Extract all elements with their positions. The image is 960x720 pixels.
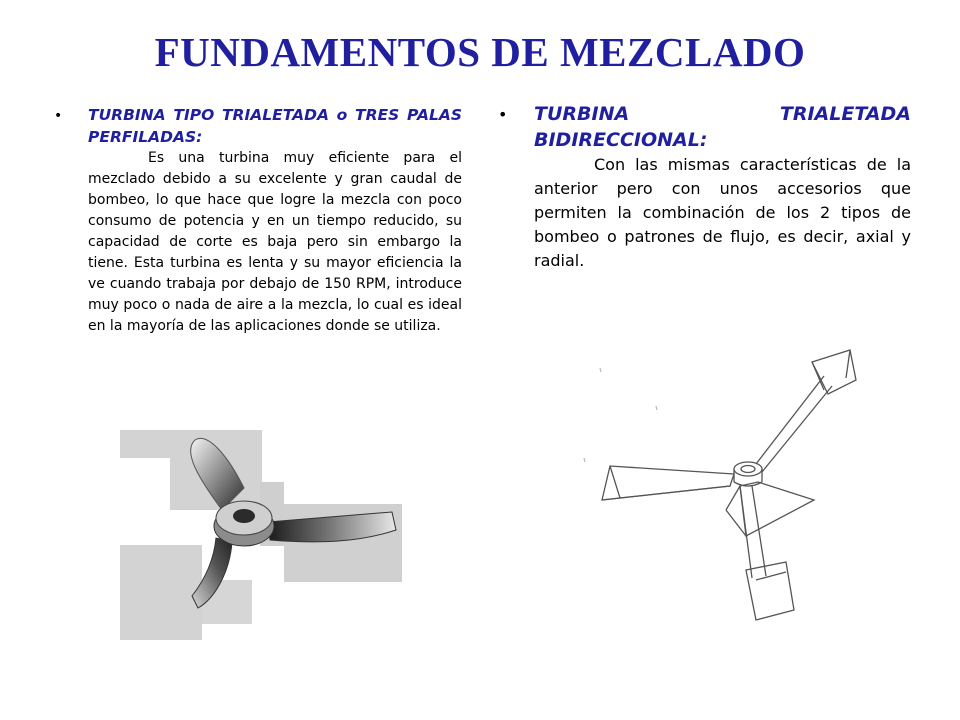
bullet-marker: • <box>54 108 63 124</box>
section-heading: TURBINA TIPO TRIALETADA o TRES PALAS PERFILADAS: <box>88 106 462 146</box>
section-trialetada <box>54 104 462 337</box>
section-bidireccional <box>498 101 911 273</box>
turbine-drawing <box>580 340 870 630</box>
section-body: Con las mismas características de la anterior pero con unos accesorios que permiten la combinación de los 2 tipos de bombeo o patrones de flujo, es decir, axial y radial. <box>534 155 911 270</box>
section-heading: TURBINA TRIALETADA BIDIRECCIONAL: <box>534 103 911 151</box>
bullet-marker: • <box>498 105 508 124</box>
section-body: Es una turbina muy eficiente para el mezclado debido a su excelente y gran caudal de bombeo, lo que hace que logre la mezcla con poco consumo de potencia y en un tiempo reducido, su capacidad de corte es baja pero sin embargo la tiene. Esta turbina es lenta y su mayor eficiencia la ve cuando trabaja por debajo de 150 RPM, introduce muy poco o nada de aire a la mezcla, lo cual es ideal en la mayoría de las aplicaciones donde se utiliza. <box>88 150 462 334</box>
turbine-photo <box>120 430 405 640</box>
page-title: FUNDAMENTOS DE MEZCLADO <box>154 29 806 75</box>
